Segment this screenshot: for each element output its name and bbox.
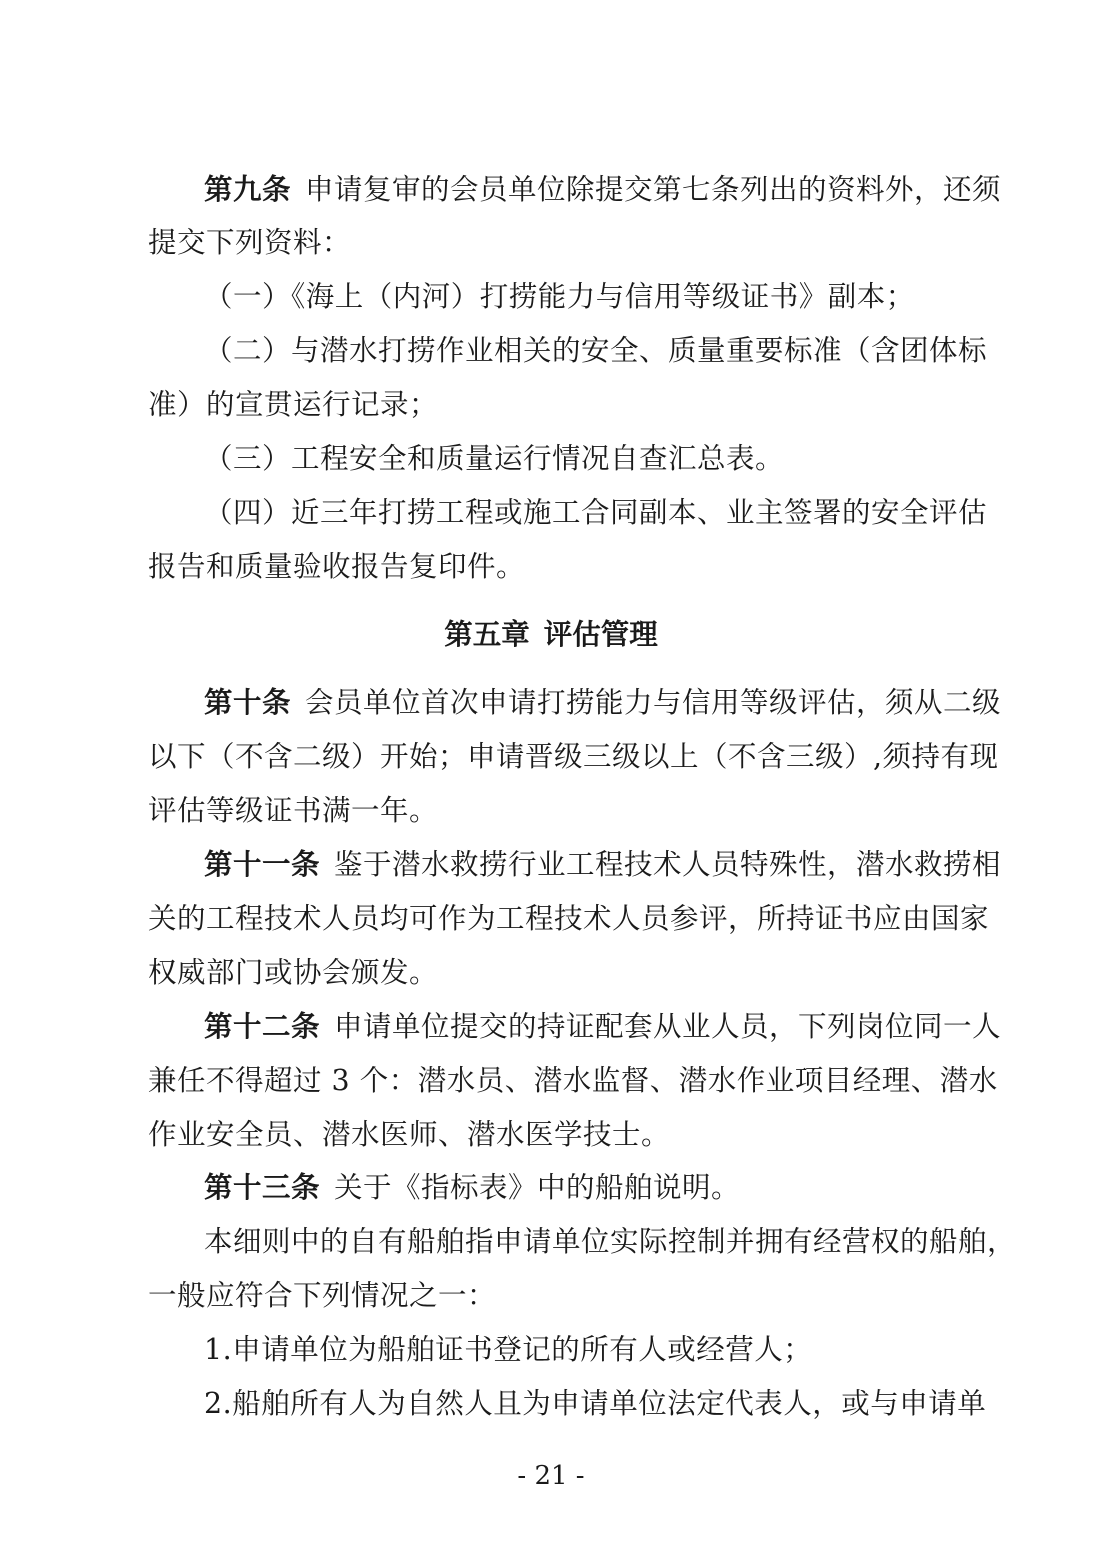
- article-12-line-3: 作业安全员、潜水医师、潜水医学技士。: [148, 1118, 671, 1151]
- article-11-label: 第十一条: [204, 848, 321, 881]
- article-9-item-4-line-2: 报告和质量验收报告复印件。: [148, 550, 526, 583]
- article-12-line-1: [204, 1007, 1024, 1047]
- article-13-item-2: 2.船舶所有人为自然人且为申请单位法定代表人，或与申请单: [204, 1387, 987, 1420]
- article-13-paragraph-line-2: 一般应符合下列情况之一：: [148, 1279, 497, 1312]
- article-12-line-2: 兼任不得超过 3 个：潜水员、潜水监督、潜水作业项目经理、潜水: [148, 1064, 998, 1097]
- page-number: - 21 -: [517, 1461, 585, 1491]
- article-11-line-3: 权威部门或协会颁发。: [148, 956, 439, 989]
- article-10-line-2: 以下（不含二级）开始；申请晋级三级以上（不含三级）,须持有现: [148, 740, 999, 773]
- article-12-text: 申请单位提交的持证配套从业人员，下列岗位同一人: [334, 1010, 1002, 1043]
- article-9-item-2-line-2: 准）的宣贯运行记录；: [148, 388, 439, 421]
- article-9-line-2: 提交下列资料：: [148, 226, 352, 259]
- article-9-text: 申请复审的会员单位除提交第七条列出的资料外，还须: [305, 173, 1002, 206]
- article-10-text: 会员单位首次申请打捞能力与信用等级评估，须从二级: [305, 686, 1002, 719]
- article-9-item-2-line-1: （二）与潜水打捞作业相关的安全、质量重要标准（含团体标: [204, 334, 988, 367]
- article-13-text: 关于《指标表》中的船舶说明。: [334, 1171, 741, 1204]
- article-13-line-1: [204, 1168, 1024, 1208]
- article-13-paragraph-line-1: 本细则中的自有船舶指申请单位实际控制并拥有经营权的船舶，: [204, 1225, 1017, 1258]
- chapter-number: 第五章: [444, 618, 530, 651]
- article-9-item-3: （三）工程安全和质量运行情况自查汇总表。: [204, 442, 785, 475]
- article-11-line-1: [204, 845, 1024, 885]
- article-10-line-3: 评估等级证书满一年。: [148, 794, 439, 827]
- chapter-heading: [0, 615, 1102, 655]
- article-13-label: 第十三条: [204, 1171, 321, 1204]
- article-9-item-4-line-1: （四）近三年打捞工程或施工合同副本、业主签署的安全评估: [204, 496, 988, 529]
- article-10-label: 第十条: [204, 686, 292, 719]
- article-11-text: 鉴于潜水救捞行业工程技术人员特殊性，潜水救捞相: [334, 848, 1002, 881]
- article-9-item-1: （一）《海上（内河）打捞能力与信用等级证书》副本；: [204, 280, 915, 313]
- article-9-line-1: [204, 170, 1024, 210]
- article-12-label: 第十二条: [204, 1010, 321, 1043]
- article-11-line-2: 关的工程技术人员均可作为工程技术人员参评，所持证书应由国家: [148, 902, 990, 935]
- article-10-line-1: [204, 683, 1024, 723]
- chapter-title: 评估管理: [543, 618, 658, 651]
- article-13-item-1: 1.申请单位为船舶证书登记的所有人或经营人；: [204, 1333, 813, 1366]
- article-9-label: 第九条: [204, 173, 292, 206]
